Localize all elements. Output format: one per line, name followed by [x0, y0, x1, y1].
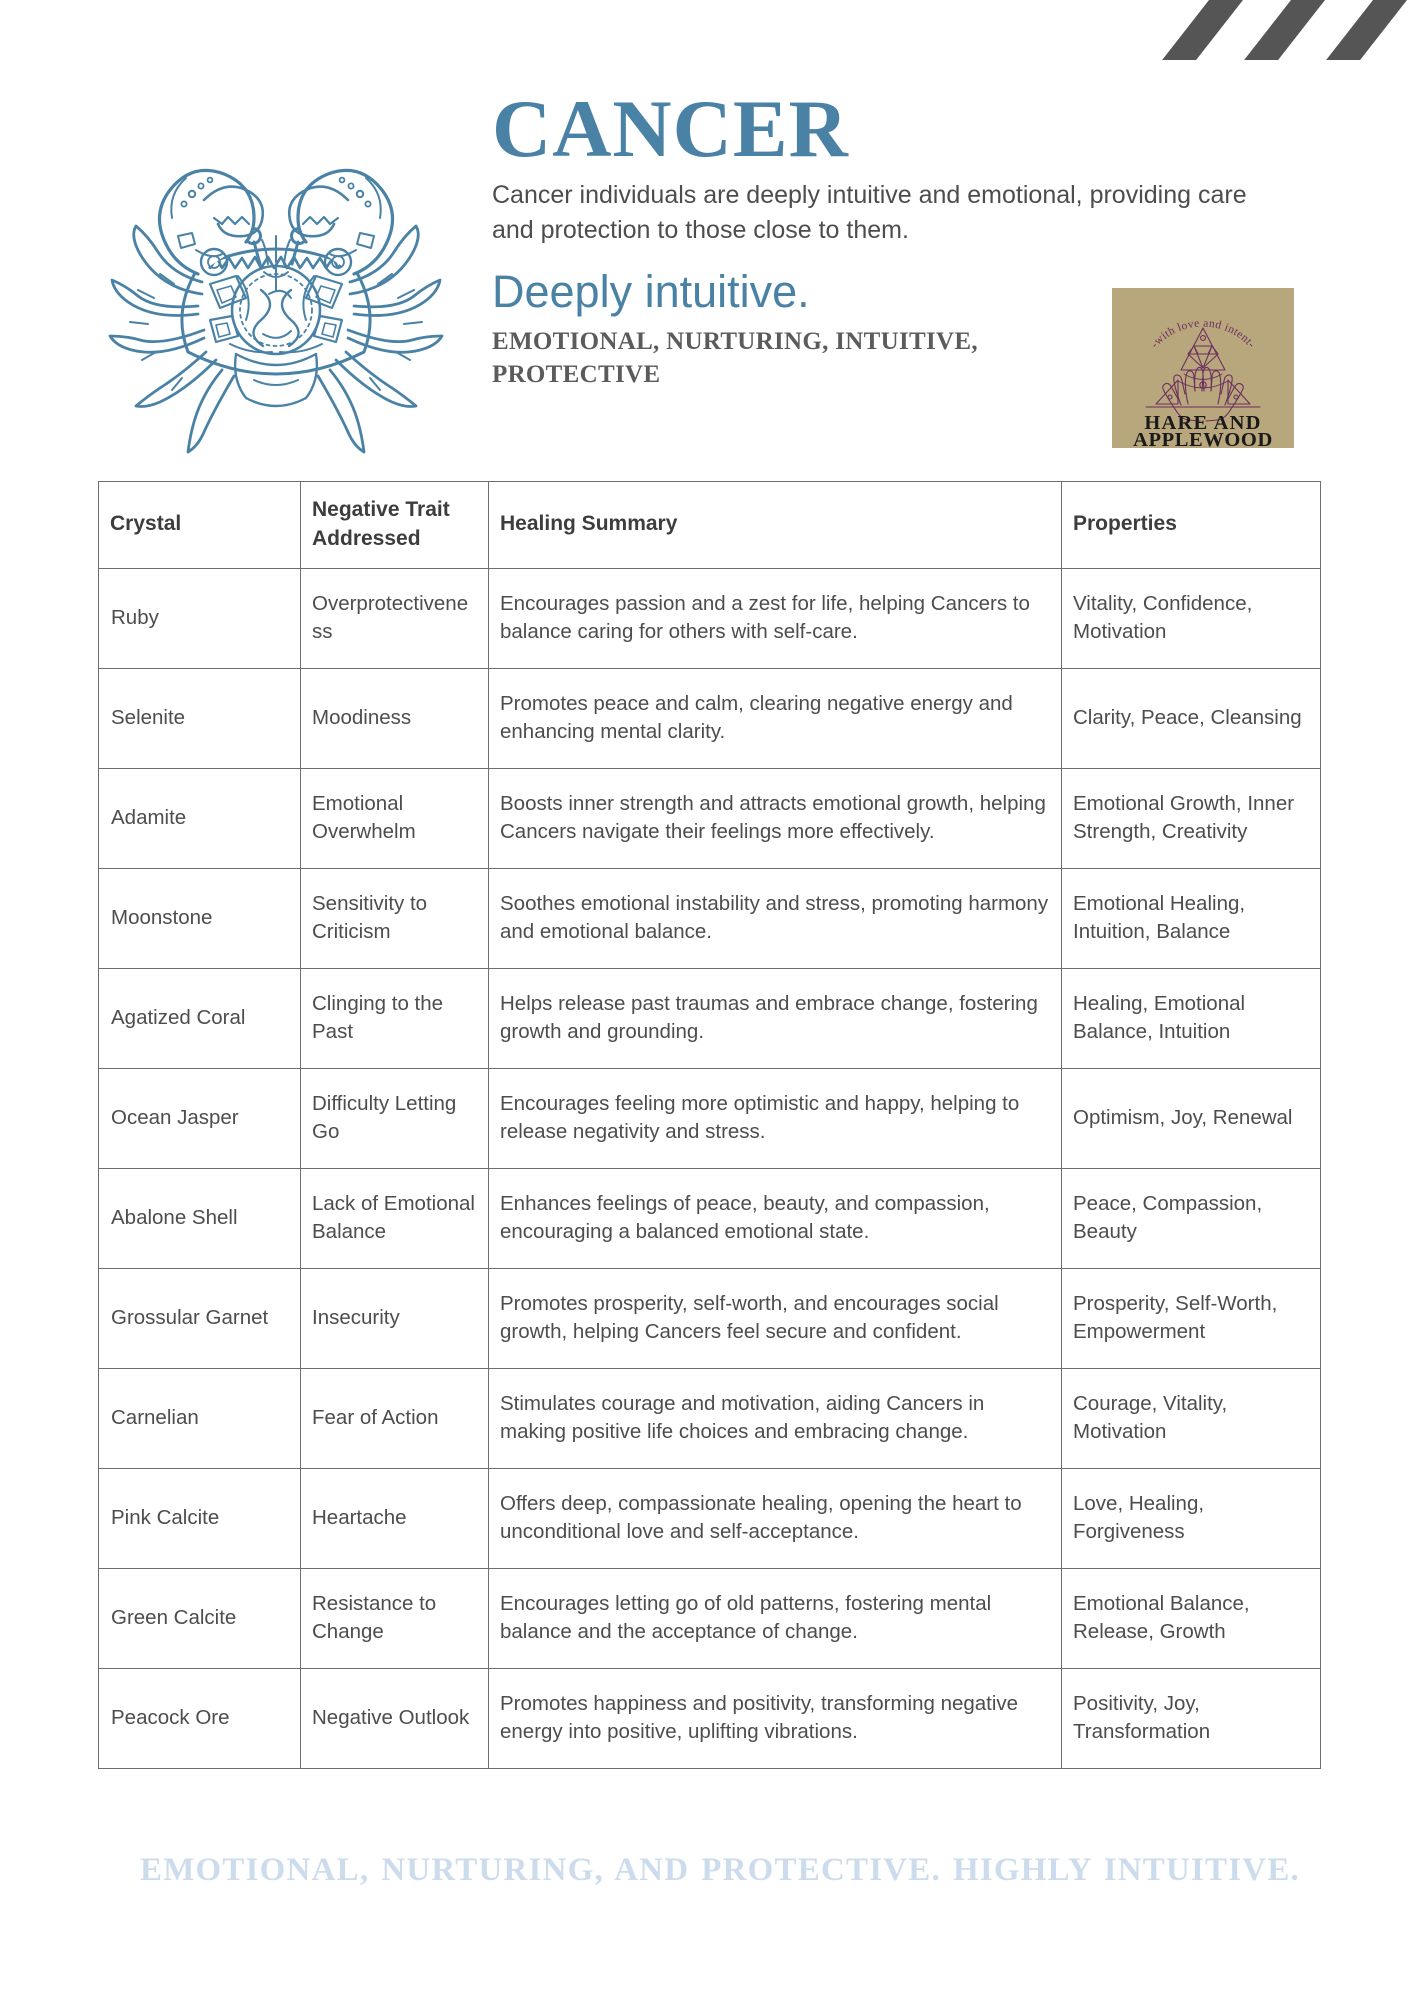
table-row: [99, 1168, 1321, 1268]
table-cell-trait: Moodiness: [301, 668, 489, 768]
table-cell-crystal: Ruby: [99, 568, 301, 668]
table-cell-crystal: Adamite: [99, 768, 301, 868]
table-row: [99, 768, 1321, 868]
table-cell-crystal: Pink Calcite: [99, 1468, 301, 1568]
table-cell-properties: Emotional Balance, Release, Growth: [1062, 1568, 1321, 1668]
page-title: CANCER: [492, 83, 849, 174]
table-cell-crystal: Green Calcite: [99, 1568, 301, 1668]
table-row: [99, 1668, 1321, 1768]
crystal-table: [98, 481, 1321, 1769]
table-cell-trait: Heartache: [301, 1468, 489, 1568]
logo-line-2: APPLEWOOD: [1133, 429, 1273, 448]
logo-tagline-text: -with love and intent-: [1148, 317, 1258, 351]
table-cell-trait: Clinging to the Past: [301, 968, 489, 1068]
column-header-summary: Healing Summary: [489, 482, 1062, 569]
table-cell-trait: Overprotectiveness: [301, 568, 489, 668]
table-cell-crystal: Agatized Coral: [99, 968, 301, 1068]
table-cell-properties: Emotional Growth, Inner Strength, Creativity: [1062, 768, 1321, 868]
table-cell-crystal: Ocean Jasper: [99, 1068, 301, 1168]
table-cell-properties: Optimism, Joy, Renewal: [1062, 1068, 1321, 1168]
table-cell-properties: Clarity, Peace, Cleansing: [1062, 668, 1321, 768]
table-cell-properties: Vitality, Confidence, Motivation: [1062, 568, 1321, 668]
table-cell-properties: Prosperity, Self-Worth, Empowerment: [1062, 1268, 1321, 1368]
table-row: [99, 568, 1321, 668]
table-cell-trait: Insecurity: [301, 1268, 489, 1368]
table-cell-crystal: Abalone Shell: [99, 1168, 301, 1268]
table-cell-summary: Boosts inner strength and attracts emotional growth, helping Cancers navigate their feelings more effectively.: [489, 768, 1062, 868]
table-cell-summary: Soothes emotional instability and stress, promoting harmony and emotional balance.: [489, 868, 1062, 968]
table-cell-trait: Difficulty Letting Go: [301, 1068, 489, 1168]
table-cell-trait: Negative Outlook: [301, 1668, 489, 1768]
table-cell-summary: Encourages letting go of old patterns, fostering mental balance and the acceptance of change.: [489, 1568, 1062, 1668]
table-cell-summary: Offers deep, compassionate healing, opening the heart to unconditional love and self-acceptance.: [489, 1468, 1062, 1568]
table-cell-trait: Fear of Action: [301, 1368, 489, 1468]
table-cell-properties: Courage, Vitality, Motivation: [1062, 1368, 1321, 1468]
table-row: [99, 968, 1321, 1068]
table-cell-trait: Lack of Emotional Balance: [301, 1168, 489, 1268]
table-row: [99, 1068, 1321, 1168]
table-row: [99, 1468, 1321, 1568]
page-header: [0, 0, 1414, 470]
table-cell-crystal: Moonstone: [99, 868, 301, 968]
table-cell-properties: Peace, Compassion, Beauty: [1062, 1168, 1321, 1268]
table-cell-trait: Resistance to Change: [301, 1568, 489, 1668]
table-row: [99, 1268, 1321, 1368]
table-cell-properties: Positivity, Joy, Transformation: [1062, 1668, 1321, 1768]
column-header-properties: Properties: [1062, 482, 1321, 569]
table-header-row: [99, 482, 1321, 569]
table-cell-summary: Enhances feelings of peace, beauty, and compassion, encouraging a balanced emotional state.: [489, 1168, 1062, 1268]
zodiac-description: Cancer individuals are deeply intuitive and emotional, providing care and protection to those close to them.: [492, 180, 1247, 245]
table-cell-summary: Stimulates courage and motivation, aiding Cancers in making positive life choices and embracing change.: [489, 1368, 1062, 1468]
crystal-table-container: [98, 481, 1320, 1769]
table-body: [99, 568, 1321, 1768]
table-cell-crystal: Grossular Garnet: [99, 1268, 301, 1368]
column-header-trait: Negative Trait Addressed: [301, 482, 489, 569]
footer-quote: EMOTIONAL, NURTURING, AND PROTECTIVE. HIGHLY INTUITIVE.: [140, 1852, 1300, 1888]
table-cell-summary: Promotes prosperity, self-worth, and encourages social growth, helping Cancers feel secure and confident.: [489, 1268, 1062, 1368]
cancer-crab-illustration: [86, 98, 466, 458]
table-cell-properties: Love, Healing, Forgiveness: [1062, 1468, 1321, 1568]
table-row: [99, 1368, 1321, 1468]
zodiac-tagline: Deeply intuitive.: [492, 265, 810, 317]
column-header-crystal: Crystal: [99, 482, 301, 569]
table-cell-crystal: Peacock Ore: [99, 1668, 301, 1768]
table-row: [99, 1568, 1321, 1668]
table-cell-crystal: Selenite: [99, 668, 301, 768]
brand-logo: [1112, 288, 1294, 448]
table-cell-summary: Promotes peace and calm, clearing negative energy and enhancing mental clarity.: [489, 668, 1062, 768]
table-cell-crystal: Carnelian: [99, 1368, 301, 1468]
table-cell-summary: Encourages passion and a zest for life, helping Cancers to balance caring for others with self-care.: [489, 568, 1062, 668]
logo-line-1: HARE AND: [1144, 412, 1262, 434]
table-cell-summary: Encourages feeling more optimistic and happy, helping to release negativity and stress.: [489, 1068, 1062, 1168]
table-row: [99, 868, 1321, 968]
table-header: [99, 482, 1321, 569]
zodiac-keywords: EMOTIONAL, NURTURING, INTUITIVE, PROTECTIVE: [492, 328, 978, 388]
table-cell-summary: Helps release past traumas and embrace change, fostering growth and grounding.: [489, 968, 1062, 1068]
table-row: [99, 668, 1321, 768]
table-cell-summary: Promotes happiness and positivity, transforming negative energy into positive, uplifting vibrations.: [489, 1668, 1062, 1768]
table-cell-properties: Healing, Emotional Balance, Intuition: [1062, 968, 1321, 1068]
table-cell-trait: Sensitivity to Criticism: [301, 868, 489, 968]
table-cell-trait: Emotional Overwhelm: [301, 768, 489, 868]
table-cell-properties: Emotional Healing, Intuition, Balance: [1062, 868, 1321, 968]
